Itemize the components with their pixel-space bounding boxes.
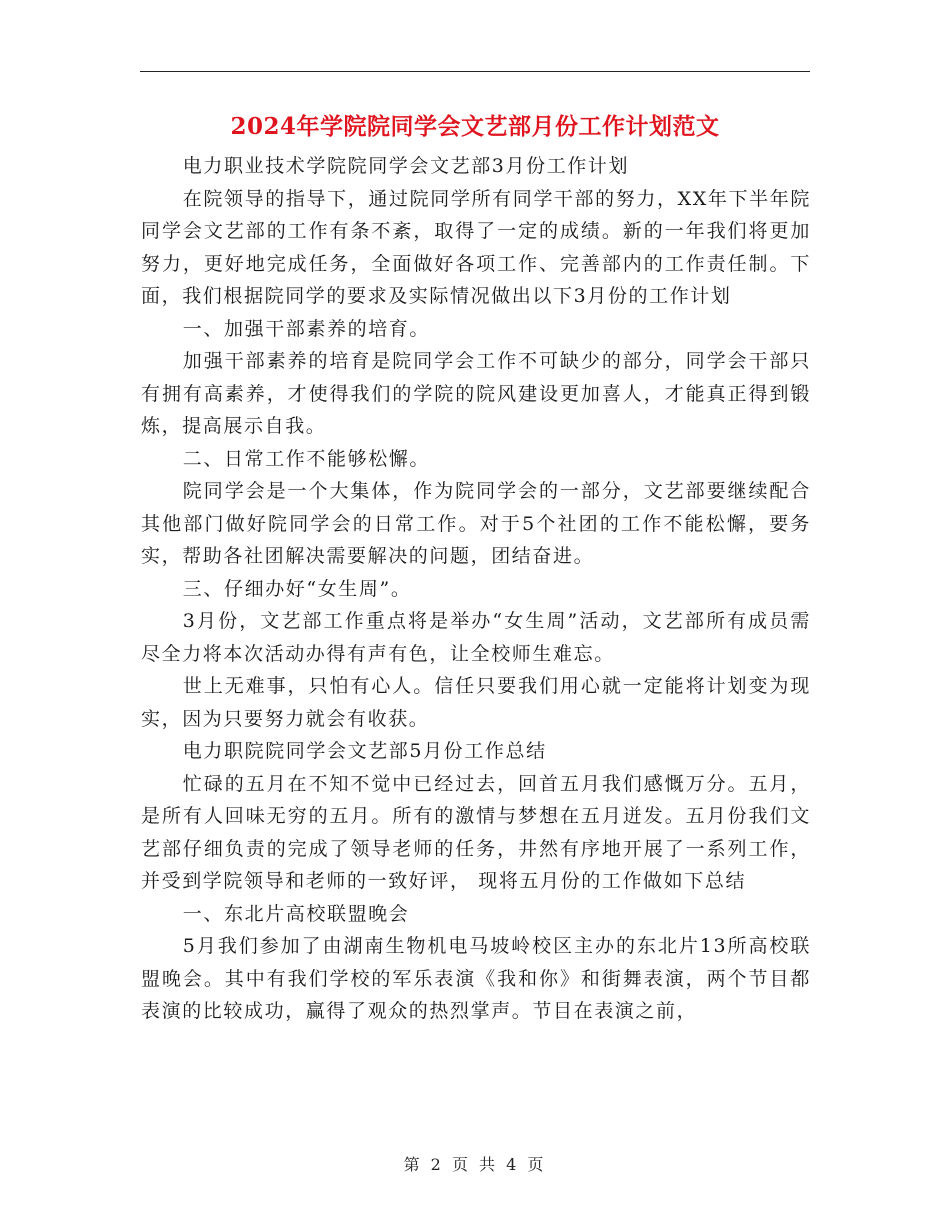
paragraph: 忙碌的五月在不知不觉中已经过去，回首五月我们感慨万分。五月，是所有人回味无穷的五月。所有的激情与梦想在五月迸发。五月份我们文艺部仔细负责的完成了领导老师的任务，井然有序地开展了一系列工作，并受到学院领导和老师的一致好评， 现将五月份的工作做如下总结 — [141, 772, 811, 892]
paragraph: 世上无难事，只怕有心人。信任只要我们用心就一定能将计划变为现实，因为只要努力就会有收获。 — [141, 675, 811, 730]
paragraph: 电力职院院同学会文艺部5月份工作总结 — [182, 740, 547, 762]
document-body — [141, 150, 811, 1028]
paragraph: 在院领导的指导下，通过院同学所有同学干部的努力，XX年下半年院同学会文艺部的工作有条不紊，取得了一定的成绩。新的一年我们将更加努力，更好地完成任务，全面做好各项工作、完善部内的工作责任制。下面，我们根据院同学的要求及实际情况做出以下3月份的工作计划 — [141, 187, 811, 307]
paragraph: 三、仔细办好“女生周”。 — [182, 577, 412, 600]
paragraph: 一、东北片高校联盟晚会 — [182, 902, 410, 925]
paragraph: 5月我们参加了由湖南生物机电马坡岭校区主办的东北片13所高校联盟晚会。其中有我们学校的军乐表演《我和你》和街舞表演，两个节目都表演的比较成功，赢得了观众的热烈掌声。节目在表演之前， — [141, 935, 811, 1022]
header-rule — [140, 71, 810, 72]
paragraph: 电力职业技术学院院同学会文艺部3月份工作计划 — [182, 155, 630, 177]
paragraph: 一、加强干部素养的培育。 — [182, 317, 430, 340]
paragraph: 二、日常工作不能够松懈。 — [182, 447, 430, 470]
paragraph: 加强干部素养的培育是院同学会工作不可缺少的部分，同学会干部只有拥有高素养，才使得我们的学院的院风建设更加喜人，才能真正得到锻炼，提高展示自我。 — [141, 350, 811, 437]
document-title: 2024年学院院同学会文艺部月份工作计划范文 — [230, 113, 720, 140]
page-number: 第 2 页 共 4 页 — [403, 1155, 547, 1174]
paragraph: 院同学会是一个大集体，作为院同学会的一部分，文艺部要继续配合其他部门做好院同学会的日常工作。对于5个社团的工作不能松懈，要务实，帮助各社团解决需要解决的问题，团结奋进。 — [141, 480, 811, 567]
paragraph: 3月份，文艺部工作重点将是举办“女生周”活动，文艺部所有成员需尽全力将本次活动办得有声有色，让全校师生难忘。 — [141, 610, 811, 665]
